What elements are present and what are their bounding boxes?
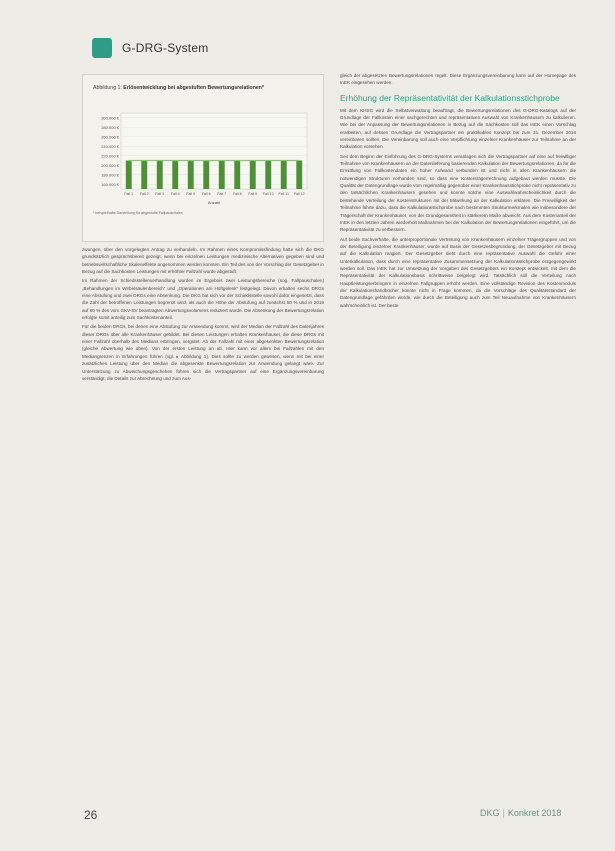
left-paragraph: zwungen, über den vorgelegten Antrag zu verhandeln. Im Rahmen eines Kompromissfindung hatte sich die DKG grundsätzlich gesprächsbereit gezeigt, wenn bei einzelnen Leistungen medizinische Alternativen gegeben sind und betriebswirtschaftliche Skaleneffekte angenommen werden konnten. Ein Teil des von der Vorschlag der Gesetzgeber in Bezug auf die Sachkosten Leistungen mit erhöhter Fallzahl wurde abgestuft. [82,247,324,275]
footer-brand-left: DKG [480,808,500,818]
x-tick-label: Fall 1 [124,192,134,196]
bar [203,161,209,190]
right-paragraph: Auf beide Sachverhalte, die unterproportionale Vertretung von Krankenhäusern einzelner Trägergruppen und von der Beteiligung einzelner Krankenhäuser, wurde auf Basis der Gesetzesbegründung, der Gesetzgeber mit Bezug auf die Kalkulation reagiert. Der Gesetzgeber sieht durch eine repräsentative Auswahl die Gefahr einer Unterkalkulation, dass durch eine repräsentative Zusammensetzung der Kalkulationsstichprobe entgegengewirkt werden soll. Das InEK hat zur Umsetzung der Vorgaben des Gesetzgebers ein Konzept entwickelt, mit dem die Repräsentativität der Kalkulationsbasis schrittweise beigelegt wird. Tatsächlich soll die Verteilung nach Hauptleistungserbringern in einzelnen Fallgruppen erhöht werden. Eine vollständige Revision des Kostenmoduls der Kalkulationshandbücher konnte nicht in Frage kommen, da die Vorschläge des Qualitätsstandard der Datengrundlage gefährden würde, wie durch die Beteiligung auch zum Teil Neuaufnahme von Krankenhäusern wahrscheinlich ist. Der beste [340,236,576,308]
figure-note: * beispielhafte Darstellung für abgestufte Fallpauschalen [93,211,183,215]
footer-separator: | [502,808,505,818]
x-tick-label: Fall 2 [139,192,149,196]
bar [219,161,225,190]
y-tick-label: 180.000 € [101,172,119,178]
bar [157,161,163,190]
y-tick-label: 300.000 € [101,115,119,121]
bar [172,161,178,190]
figure-box [82,74,324,242]
bar [296,161,302,190]
x-tick-label: Fall 3 [155,192,165,196]
bar [281,161,287,190]
plot-area [121,113,307,189]
x-tick-label: Fall 6 [201,192,211,196]
page-number: 26 [84,808,98,822]
x-tick-label: Fall 9 [248,192,258,196]
right-column [340,72,576,311]
left-paragraph: Für die beiden DRGs, bei denen eine Abstufung zur Anwendung kommt, wird der Median der Fallzahl des Datenjahres dieser DRGs über alle Krankenhäuser gebildet. Bei diesen Leistungen erhalten Krankenhäuser, die diese DRGs mit einer Fallzahl oberhalb des Medians erbringen, vergütet. Ab der Fallzahl mit einer abgesenkten Bewertungsrelation (gleiche Abwertung wie oben). Von der ersten Leistung an ab. Hier kann vor allem bei Fallzahlen mit den Mediangrenzen in Erfahrungen führen (vgl. ▸ Abbildung 1). Dies sollte zu werden gewesen, wenn mit bei einer zusätzlichen Leistung über den Median die abgesenkte Bewertungsrelation zur Anwendung gelangt wäre. Zur Unterstützung zu Abweichungsgeschehen führen sich die Vertragspartner auf eine Ergänzungsvereinbarung verständigt, die Details zur Abrechnung und zum Aus- [82,324,324,381]
figure-caption-title: Erlösentwicklung bei abgestuften Bewertungsrelationen* [123,85,264,91]
x-tick-label: Fall 11 [278,192,290,196]
y-tick-label: 220.000 € [101,153,119,159]
right-paragraphs [340,107,576,309]
footer-brand [480,808,561,818]
y-tick-label: 240.000 € [101,143,119,149]
x-tick-label: Fall 10 [262,192,274,196]
x-axis-label: Anzahl [207,200,221,205]
bar [126,161,132,190]
right-paragraph: Mit dem KHSG wird die Selbstverwaltung beauftragt, die Bewertungsrelationen des G-DRG-Katalogs auf der Grundlage der Fallkosten einer sachgerechten und repräsentativen Auswahl von Krankenhäusern zu kalkulieren. Wie bei der Anpassung der Bewertungsrelationen in Bezug auf die Sachkosten soll das InEK einen Vorschlag erarbeiten, auf dessen Grundlage die Vertragspartner ein praktikables Konzept bis zum 31. Dezember 2016 vereinbaren sollten. Die Vereinbarung soll auch eine Verpflichtung einzelner Krankenhäuser zur Teilnahme an der Kalkulation vorsehen. [340,107,576,150]
left-paragraph: Im Rahmen der Schiedsstellenverhandlung wurden im Ergebnis zwei Leistungsbereiche (sog. Fallpauschalen) „Behandlungen im Wirbelsäulenbereich“ und „Operationen am Hüftgelenk“ festgelegt. Davon erhalten sechs DRGs eine Abstufung und zwei DRGs eine Absenkung. Die DKG hat sich vor der Schiedsstelle sowohl dafür eingesetzt, dass die Zahl der betroffenen Leistungen begrenzt wird, als auch die Höhe der Abstufung auf zunächst 50 % und in 2019 auf 60 % des vom GKV-SV beantragten Abwertungsvolumens reduziert wurde. Die Absenkung der Bewertungsrelation erfolgte somit anteilig zum Sachkostenanteil. [82,278,324,321]
y-tick-label: 260.000 € [101,134,119,140]
y-tick-label: 200.000 € [101,162,119,168]
x-tick-label: Fall 8 [232,192,242,196]
x-tick-label: Fall 4 [170,192,180,196]
right-paragraph: Seit dem Beginn der Einführung des G-DRG-Systems veranlagen sich die Vertragspartner auf eine auf freiwilliger Teilnahme von Krankenhäusern an der Datenlieferung basierenden Kalkulation der Bewertungsrelationen, da für die Ermittlung von Fallkostendaten ein hoher Aufwand verbunden ist und nicht in allen Krankenhäusern die notwendigen Strukturen vorhanden sind, so dass eine Kostenträgerrechnung aufgebaut werden musste. Die Qualität der Datengrundlage wurde vom regelmäßig gegenüber einer Krankenhausstichprobe nicht repräsentativ zu den tatsächlichen Krankenhäusern gesehen und konnte solche eine Auswahlwahrscheinlichkeit durch die bestehende Verteilung der Kostenstrukturen mit der Mitwirkung an der Kalkulation erklären. Die Freiwilligkeit der Teilnahme führte dazu, dass die Kalkulationsstichprobe nach bestimmten Strukturmerkmalen wie insbesondere der Trägerschaft der Krankenhäuser, von der Grundgesamtheit in stärkerem Maße abweicht. Aus dem Kostenanteil der InEK in den letzten Jahren wiederholt Maßnahmen bei der Kalkulation der Bewertungsrelationen eingeführt, um die Repräsentativität zu verbessern. [340,153,576,233]
revenue-bar-chart [91,109,313,207]
right-intro: gleich der abgesetzten Bewertungsrelationen regelt. Diese Ergänzungsvereinbarung kann auf der Homepage des InEK eingesehen werden. [340,73,576,86]
figure-caption-prefix: Abbildung 1: [93,85,122,91]
section-title: G-DRG-System [122,41,209,55]
y-tick-label: 160.000 € [101,181,119,187]
bar [265,161,271,190]
x-tick-label: Fall 12 [293,192,305,196]
section-header [92,38,208,58]
bar [141,161,147,190]
bar [234,161,240,190]
y-tick-label: 280.000 € [101,124,119,130]
section-heading: Erhöhung der Repräsentativität der Kalkulationsstichprobe [340,92,560,103]
footer-brand-right: Konkret 2018 [507,808,562,818]
square-tile-icon [92,38,112,58]
x-tick-label: Fall 5 [186,192,196,196]
left-column [82,246,324,384]
bar [188,161,194,190]
figure-caption [93,85,313,92]
x-tick-label: Fall 7 [217,192,227,196]
bar [250,161,256,190]
